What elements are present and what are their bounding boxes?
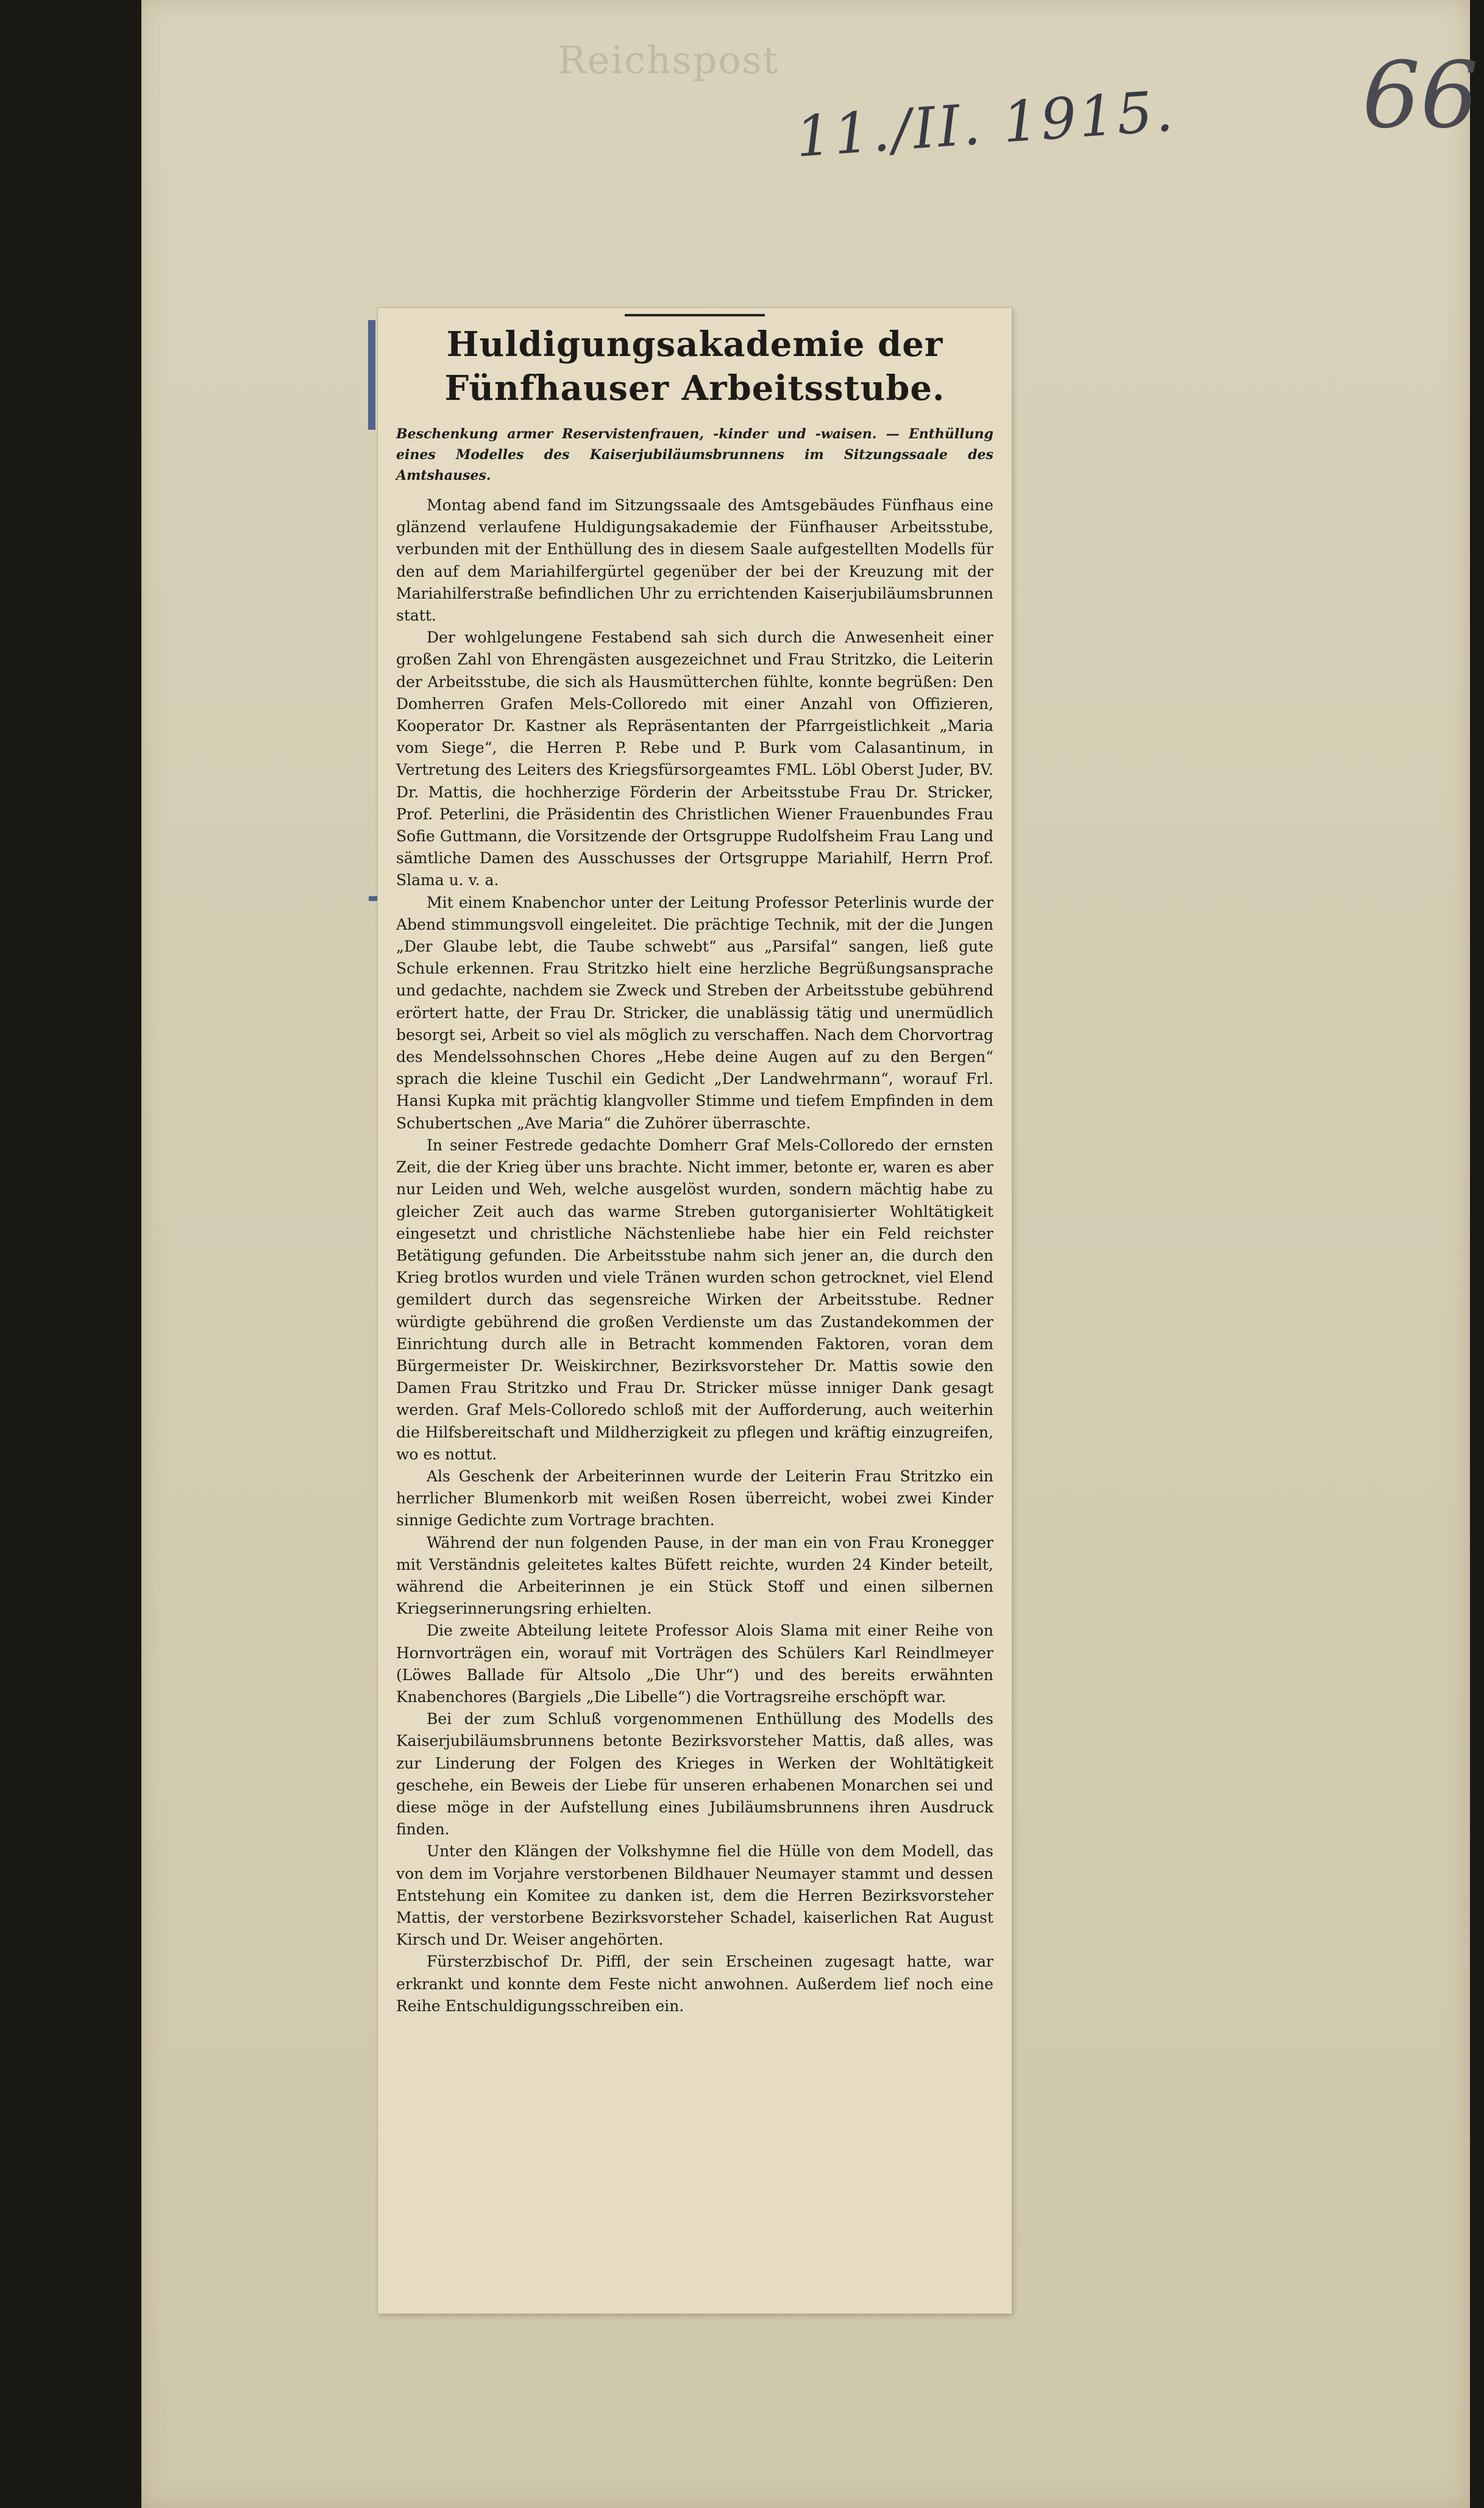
article-paragraph: Als Geschenk der Arbeiterinnen wurde der Leiterin Frau Stritzko ein herrlicher Blumenkorb mit weißen Rosen überreicht, wobei zwei Kinder sinnige Gedichte zum Vortrage brachten. — [396, 1467, 993, 1530]
newspaper-stamp: Reichspost — [558, 38, 779, 82]
article-headline: Huldigungsakademie der Fünfhauser Arbeitsstube. — [444, 324, 945, 408]
article-paragraph: Montag abend fand im Sitzungssaale des Amtsgebäudes Fünfhaus eine glänzend verlaufene Huldigungsakademie der Fünfhauser Arbeitsstube, verbunden mit der Enthüllung des in diesem Saale aufgestellten Modells für den auf dem Mariahilfergürtel gegenüber der bei der Kreuzung mit der Mariahilferstraße befindlichen Uhr zu errichtenden Kaiserjubiläumsbrunnen statt. — [396, 496, 993, 625]
article-paragraph: In seiner Festrede gedachte Domherr Graf Mels-Colloredo der ernsten Zeit, die der Krieg über uns brachte. Nicht immer, betonte er, waren es aber nur Leiden und Weh, welche ausgelöst wurden, sondern mächtig habe zu gleicher Zeit auch das warme Streben gutorganisierter Wohltätigkeit eingesetzt und christliche Nächstenliebe habe hier ein Feld reichster Betätigung gefunden. Die Arbeitsstube nahm sich jener an, die durch den Krieg brotlos wurden und viele Tränen wurden schon getrocknet, viel Elend gemildert durch das segensreiche Wirken der Arbeitsstube. Redner würdigte gebührend die großen Verdienste um das Zustandekommen der Einrichtung durch alle in Betracht kommenden Faktoren, voran dem Bürgermeister Dr. Weiskirchner, Bezirksvorsteher Dr. Mattis sowie den Damen Frau Stritzko und Frau Dr. Stricker müsse inniger Dank gesagt werden. Graf Mels-Colloredo schloß mit der Aufforderung, auch weiterhin die Hilfsbereitschaft und Mildherzigkeit zu pflegen und kräftig einzugreifen, wo es nottut. — [396, 1136, 993, 1463]
article-paragraph: Der wohlgelungene Festabend sah sich durch die Anwesenheit einer großen Zahl von Ehrengästen ausgezeichnet und Frau Stritzko, die Leiterin der Arbeitsstube, die sich als Hausmütterchen fühlte, konnte begrüßen: Den Domherren Grafen Mels-Colloredo mit einer Anzahl von Offizieren, Kooperator Dr. Kastner als Repräsentanten der Pfarrgeistlichkeit „Maria vom Siege“, die Herren P. Rebe und P. Burk vom Calasantinum, in Vertretung des Leiters des Kriegsfürsorgeamtes FML. Löbl Oberst Juder, BV. Dr. Mattis, die hochherzige Förderin der Arbeitsstube Frau Dr. Stricker, Prof. Peterlini, die Präsidentin des Christlichen Wiener Frauenbundes Frau Sofie Guttmann, die Vorsitzende der Ortsgruppe Rudolfsheim Frau Lang und sämtliche Damen des Ausschusses der Ortsgruppe Mariahilf, Herrn Prof. Slama u. v. a. — [396, 629, 993, 889]
folio-number: 66 — [1362, 43, 1479, 149]
article-subhead: Beschenkung armer Reservistenfrauen, -kinder und -waisen. — Enthüllung eines Modelles des Kaiserjubiläumsbrunnens im Sitzungssaale des Amtshauses. — [396, 426, 993, 483]
article-paragraph: Während der nun folgenden Pause, in der man ein von Frau Kronegger mit Verständnis geleitetes kaltes Büfett reichte, wurden 24 Kinder beteilt, während die Arbeiterinnen je ein Stück Stoff und einen silbernen Kriegserinnerungsring erhielten. — [396, 1533, 993, 1618]
top-rule — [625, 314, 765, 316]
article-paragraph: Bei der zum Schluß vorgenommenen Enthüllung des Modells des Kaiserjubiläumsbrunnens betonte Bezirksvorsteher Mattis, daß alles, was zur Linderung der Folgen des Krieges in Werken der Wohltätigkeit geschehe, ein Beweis der Liebe für unseren erhabenen Monarchen sei und diese möge in der Aufstellung eines Jubiläumsbrunnens ihren Ausdruck finden. — [396, 1710, 993, 1839]
article-paragraph: Unter den Klängen der Volkshymne fiel die Hülle von dem Modell, das von dem im Vorjahre verstorbenen Bildhauer Neumayer stammt und dessen Entstehung ein Komitee zu danken ist, dem die Herren Bezirksvorsteher Mattis, der verstorbene Bezirksvorsteher Schadel, kaiserlichen Rat August Kirsch und Dr. Weiser angehörten. — [396, 1842, 993, 1949]
article-paragraph: Fürsterzbischof Dr. Piffl, der sein Erscheinen zugesagt hatte, war erkrankt und konnte dem Feste nicht anwohnen. Außerdem lief noch eine Reihe Entschuldigungsschreiben ein. — [396, 1953, 993, 2015]
newspaper-clipping — [378, 308, 1012, 2314]
handwritten-date: 11./II. 1915. — [793, 78, 1177, 170]
article-paragraph: Die zweite Abteilung leitete Professor Alois Slama mit einer Reihe von Hornvorträgen ein, worauf mit Vorträgen des Schülers Karl Reindlmeyer (Löwes Ballade für Altsolo „Die Uhr“) und des bereits erwähnten Knabenchores (Bargiels „Die Libelle“) die Vortragsreihe erschöpft war. — [396, 1622, 993, 1706]
article-paragraph: Mit einem Knabenchor unter der Leitung Professor Peterlinis wurde der Abend stimmungsvoll eingeleitet. Die prächtige Technik, mit der die Jungen „Der Glaube lebt, die Taube schwebt“ aus „Parsifal“ sangen, ließ gute Schule erkennen. Frau Stritzko hielt eine herzliche Begrüßungsansprache und gedachte, nachdem sie Zweck und Streben der Arbeitsstube gebührend erörtert hatte, der Frau Dr. Stricker, die unablässig tätig und unermüdlich besorgt sei, Arbeit so viel als möglich zu verschaffen. Nach dem Chorvortrag des Mendelssohnschen Chores „Hebe deine Augen auf zu den Bergen“ sprach die kleine Tuschil ein Gedicht „Der Landwehrmann“, worauf Frl. Hansi Kupka mit prächtig klangvoller Stimme und tiefem Empfinden in dem Schubertschen „Ave Maria“ die Zuhörer überraschte. — [396, 893, 993, 1132]
blue-pencil-mark — [368, 320, 375, 430]
